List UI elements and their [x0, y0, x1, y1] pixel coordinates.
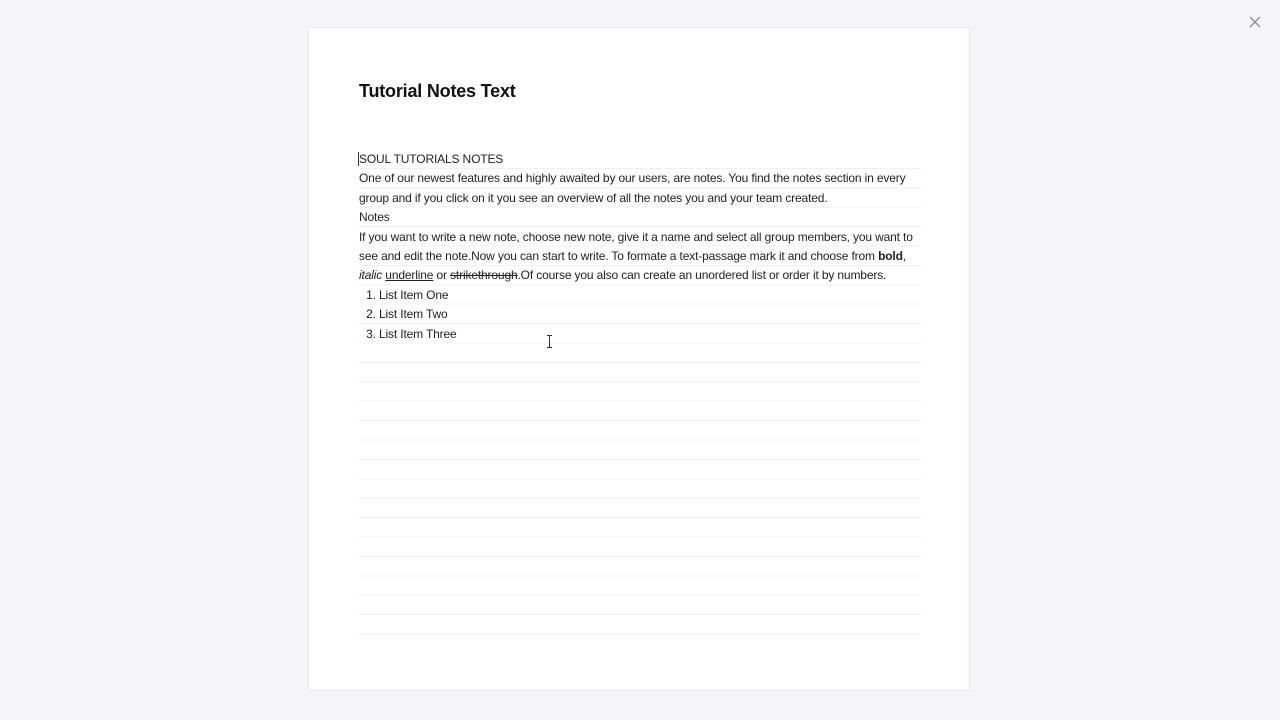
bold-text: bold — [878, 249, 903, 264]
numbered-list — [359, 286, 921, 344]
list-item[interactable]: 1. List Item One — [379, 286, 921, 305]
heading-line-text: SOUL TUTORIALS NOTES — [359, 152, 504, 166]
separator-3: or — [433, 268, 451, 283]
note-heading-line[interactable] — [359, 150, 921, 169]
paragraph-2-text-b: .Of course you also can create an unordered list or order it by numbers. — [517, 268, 887, 283]
close-icon — [1245, 12, 1265, 32]
paragraph-2-text-a: If you want to write a new note, choose new note, give it a name and select all group members, you want to see and edit the note.Now you can start to write. To formate a text-passage mark it and choose from — [359, 229, 913, 264]
close-button[interactable] — [1245, 12, 1265, 32]
note-page — [308, 27, 970, 691]
list-item[interactable]: 3. List Item Three — [379, 325, 921, 344]
note-editor[interactable] — [359, 150, 921, 638]
strikethrough-text: strikethrough — [450, 268, 518, 283]
note-section-label[interactable]: Notes — [359, 210, 390, 225]
italic-text: italic — [359, 268, 383, 283]
separator-1: , — [902, 249, 906, 264]
list-item[interactable]: 2. List Item Two — [379, 305, 921, 324]
note-title[interactable]: Tutorial Notes Text — [359, 81, 516, 101]
note-paragraph-2[interactable] — [359, 228, 921, 286]
note-paragraph-1[interactable]: One of our newest features and highly awaited by our users, are notes. You find the notes section in every group and if you click on it you see an overview of all the notes you and your team created. — [359, 171, 906, 205]
underline-text: underline — [385, 268, 434, 283]
